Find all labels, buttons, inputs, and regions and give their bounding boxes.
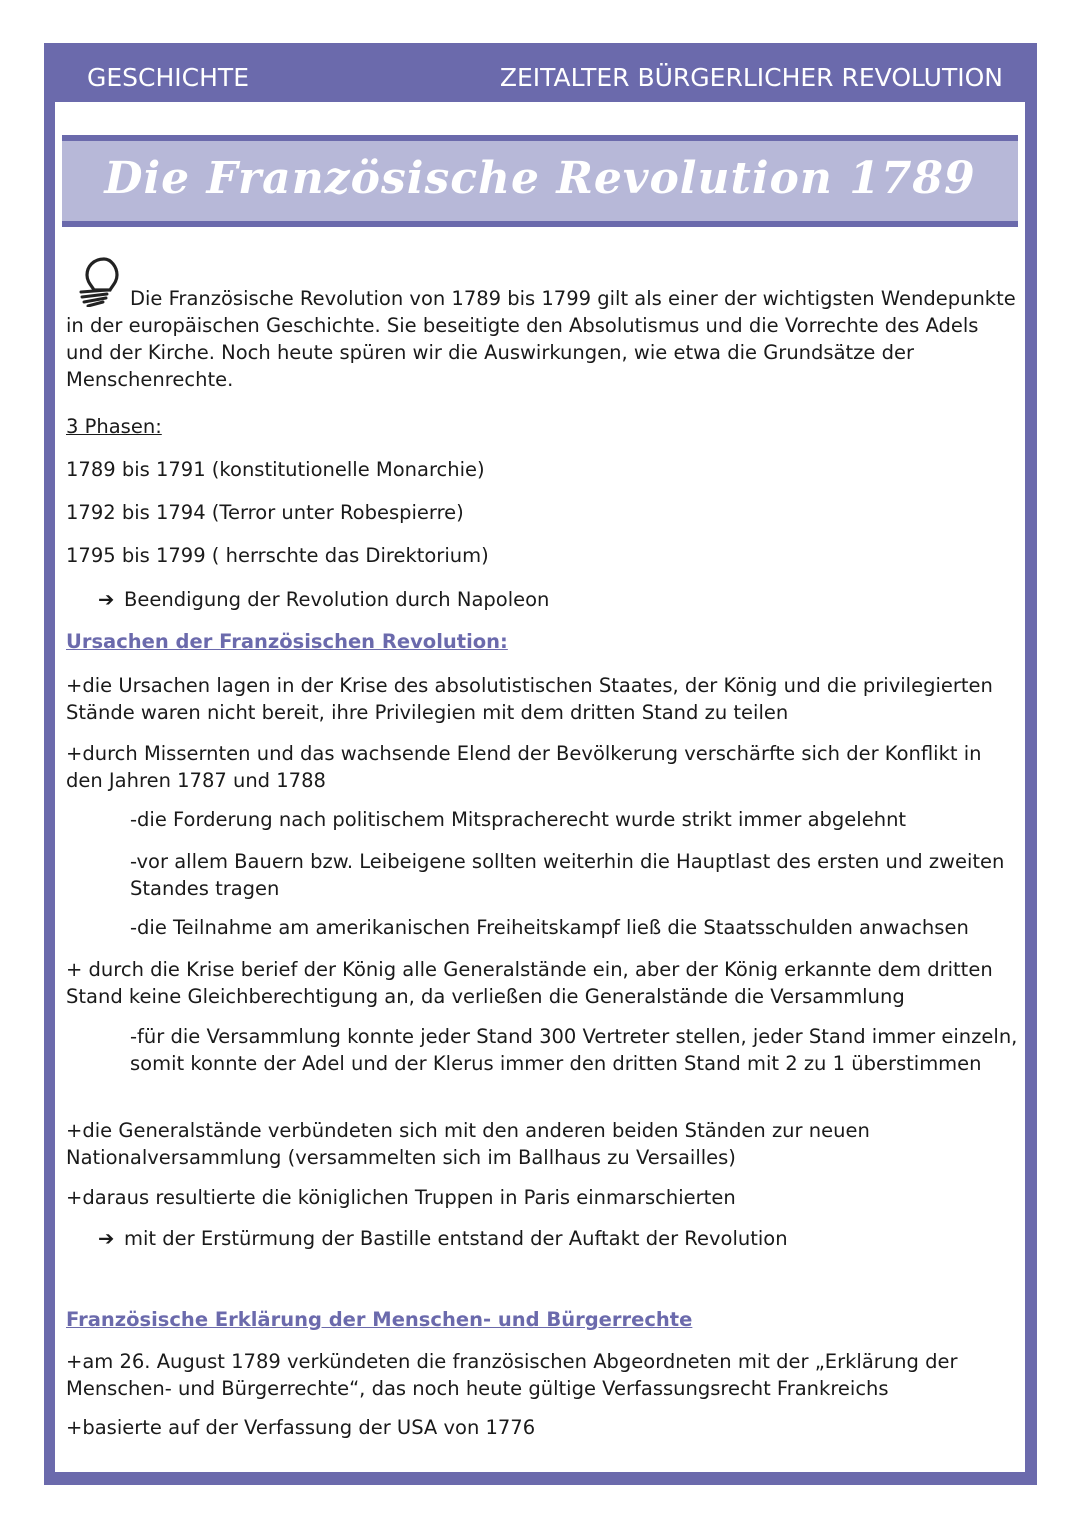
causes-subpoint: -die Teilnahme am amerikanischen Freiheitskampf ließ die Staatsschulden anwachsen [130, 916, 969, 939]
page-title: Die Französische Revolution 1789 [104, 153, 976, 204]
phases-label: 3 Phasen: [66, 415, 162, 438]
causes-paragraph: +die Generalstände verbündeten sich mit den anderen beiden Ständen zur neuen Nationalversammlung (versammelten sich im Ballhaus zu Versailles) [66, 1119, 870, 1169]
page-header [44, 43, 1037, 102]
subject-label: GESCHICHTE [87, 63, 249, 92]
causes-paragraph: +durch Missernten und das wachsende Elend der Bevölkerung verschärfte sich der Konflikt in den Jahren 1787 und 1788 [66, 742, 982, 792]
causes-paragraph: +die Ursachen lagen in der Krise des absolutistischen Staates, der König und die privilegierten Stände waren nicht bereit, ihre Privilegien mit dem dritten Stand zu teilen [66, 674, 993, 724]
arrow-right-icon: ➔ [98, 1227, 115, 1250]
causes-subpoint: -vor allem Bauern bzw. Leibeigene sollten weiterhin die Hauptlast des ersten und zweiten Standes tragen [130, 850, 1005, 900]
causes-conclusion-text: mit der Erstürmung der Bastille entstand der Auftakt der Revolution [124, 1227, 788, 1250]
phase-item: 1792 bis 1794 (Terror unter Robespierre) [66, 501, 464, 524]
phases-conclusion [98, 586, 1048, 613]
section-heading-causes: Ursachen der Französischen Revolution: [66, 630, 508, 653]
rights-paragraph: +am 26. August 1789 verkündeten die französischen Abgeordneten mit der „Erklärung der Menschen- und Bürgerrechte“, das noch heute gültige Verfassungsrecht Frankreichs [66, 1350, 958, 1400]
phase-item: 1789 bis 1791 (konstitutionelle Monarchie) [66, 458, 485, 481]
section-heading-rights: Französische Erklärung der Menschen- und Bürgerrechte [66, 1308, 693, 1331]
causes-paragraph: +daraus resultierte die königlichen Truppen in Paris einmarschierten [66, 1186, 736, 1209]
causes-conclusion [98, 1225, 1048, 1252]
topic-label: ZEITALTER BÜRGERLICHER REVOLUTION [499, 63, 1003, 92]
rights-paragraph: +basierte auf der Verfassung der USA von 1776 [66, 1416, 536, 1439]
causes-subpoint: -die Forderung nach politischem Mitspracherecht wurde strikt immer abgelehnt [130, 808, 907, 831]
causes-paragraph: + durch die Krise berief der König alle Generalstände ein, aber der König erkannte dem dritten Stand keine Gleichberechtigung an, da verließen die Generalstände die Versammlung [66, 958, 993, 1008]
arrow-right-icon: ➔ [98, 588, 115, 611]
title-band [62, 135, 1018, 227]
phase-item: 1795 bis 1799 ( herrschte das Direktorium) [66, 544, 489, 567]
intro-paragraph: Die Französische Revolution von 1789 bis 1799 gilt als einer der wichtigsten Wendepunkte in der europäischen Geschichte. Sie beseitigte den Absolutismus und die Vorrechte des Adels und der Kirche. Noch heute spüren wir die Auswirkungen, wie etwa die Grundsätze der Menschenrechte. [66, 287, 1016, 391]
phases-conclusion-text: Beendigung der Revolution durch Napoleon [124, 588, 550, 611]
causes-subpoint: -für die Versammlung konnte jeder Stand 300 Vertreter stellen, jeder Stand immer einzeln, somit konnte der Adel und der Klerus immer den dritten Stand mit 2 zu 1 überstimmen [130, 1025, 1018, 1075]
